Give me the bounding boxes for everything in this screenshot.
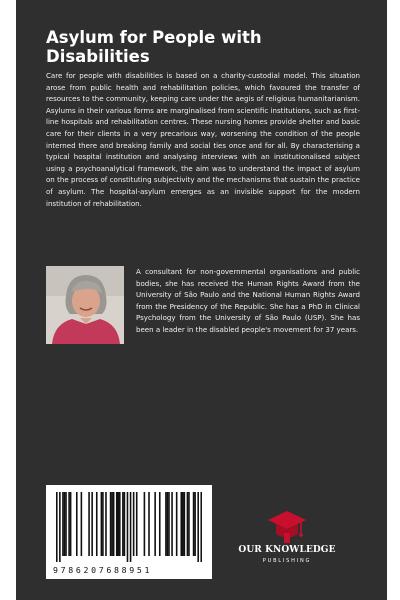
barcode-bar: [62, 492, 64, 556]
barcode-bar: [64, 492, 66, 556]
barcode-bar: [88, 492, 90, 556]
barcode-bar: [171, 492, 173, 556]
barcode-bar: [91, 492, 93, 556]
barcode-bar: [187, 492, 189, 556]
publisher-subtitle: PUBLISHING: [262, 558, 312, 564]
barcode-bar: [182, 492, 184, 556]
barcode-bar: [200, 492, 202, 562]
book-summary: Care for people with disabilities is based on a charity-custodial model. This situation arose from public health and rehabilitation policies, which favoured the transfer of resources to the community, keeping care under the aegis of religious humanitarianism. Asylums in their various forms are marginalised from scientific institutions, such as first-line hospitals and rehabilitation centres. These nursing homes provide shelter and basic care for their clients in a very precarious way, worsening the condition of the people interned there and breaking family and social ties once and for all. By characterising a typical hospital institution and analysing interviews with an institutionalised subject using a psychoanalytical framework, the aim was to understand the impact of asylum on the process of constituting subjectivity and the mechanisms that sustain the practice of asylum. The hospital-asylum emerges as an invisible support for the modern institution of rehabilitation.: [46, 71, 360, 208]
barcode-bar: [168, 492, 170, 556]
barcode-bar: [159, 492, 161, 556]
barcode-bar: [127, 492, 129, 562]
barcode-bar: [76, 492, 78, 556]
barcode-bar: [111, 492, 113, 556]
barcode-bar: [148, 492, 150, 556]
barcode-bar: [81, 492, 83, 556]
barcode-bar: [65, 492, 67, 556]
barcode-bar: [133, 492, 135, 556]
author-bio: A consultant for non-governmental organisations and public bodies, she has received the Human Rights Award from the University of São Paulo and the National Human Rights Award from the Presidency of the Republic. She has a PhD in Clinical Psychology from the University of São Paulo (USP). She has been a leader in the disabled people's movement for 37 years.: [136, 267, 360, 334]
barcode-bar: [194, 492, 196, 556]
barcode-bar: [184, 492, 186, 556]
barcode-bars: [56, 492, 202, 562]
barcode-bar: [136, 492, 138, 556]
barcode-bar: [119, 492, 121, 556]
barcode-bar: [154, 492, 156, 556]
book-title: Asylum for People with Disabilities: [46, 28, 262, 66]
barcode-bar: [197, 492, 199, 562]
barcode-bar: [124, 492, 126, 556]
barcode-bar: [70, 492, 72, 556]
barcode-bar: [144, 492, 146, 556]
barcode-bar: [110, 492, 112, 556]
barcode-bar: [102, 492, 104, 556]
publisher-name: OUR KNOWLEDGE: [238, 545, 336, 555]
barcode-bar: [193, 492, 195, 556]
barcode-bar: [56, 492, 58, 562]
barcode-bar: [117, 492, 119, 556]
back-cover: [16, 0, 387, 600]
barcode-bar: [105, 492, 107, 556]
barcode-bar: [122, 492, 124, 556]
isbn-barcode: [46, 485, 212, 579]
barcode-bar: [101, 492, 103, 556]
barcode-bar: [165, 492, 167, 556]
graduation-cap-icon: [267, 510, 307, 544]
barcode-bar: [176, 492, 178, 556]
barcode-bar: [96, 492, 98, 556]
barcode-bar: [113, 492, 115, 556]
publisher-logo: [227, 510, 347, 564]
barcode-bar: [188, 492, 190, 556]
isbn-number: 9786207688951: [53, 565, 153, 575]
barcode-bar: [180, 492, 182, 556]
barcode-bar: [59, 492, 61, 562]
barcode-bar: [116, 492, 118, 556]
barcode-bar: [130, 492, 132, 562]
barcode-bar: [167, 492, 169, 556]
barcode-bar: [68, 492, 70, 556]
author-photo: [46, 266, 124, 344]
